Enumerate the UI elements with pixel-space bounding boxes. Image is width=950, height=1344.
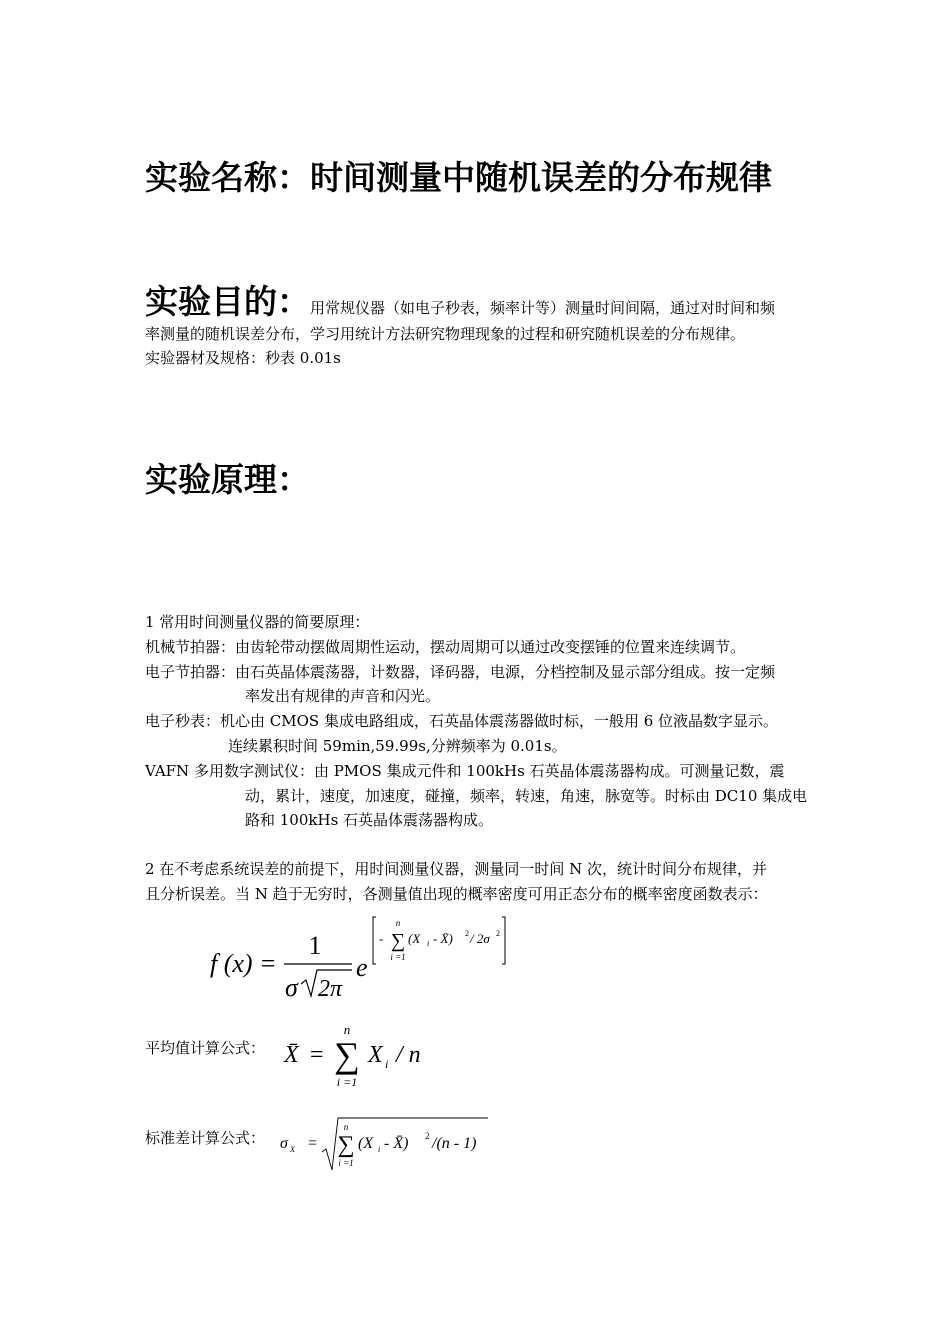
- vafn-text-3: 路和 100kHs 石英晶体震荡器构成。: [245, 811, 494, 829]
- pdf-exp-mid: - X̄): [433, 931, 453, 946]
- equipment-line: 实验器材及规格：秒表 0.01s: [145, 349, 341, 367]
- std-label: 标准差计算公式：: [145, 1129, 266, 1147]
- std-tail: /(n - 1): [432, 1135, 477, 1152]
- pdf-exp-sub: i: [427, 939, 430, 948]
- stopwatch-text-2: 连续累积时间 59min,59.99s,分辨频率为 0.01s。: [228, 737, 567, 755]
- pdf-exp-body: (X: [408, 931, 421, 946]
- pdf-formula: [200, 912, 520, 1004]
- pdf-sigma: σ: [285, 973, 298, 1002]
- purpose-paragraph: [145, 282, 815, 370]
- pdf-numerator: 1: [308, 931, 322, 960]
- std-sum-symbol: ∑: [337, 1132, 355, 1158]
- std-sum-top: n: [343, 1122, 349, 1132]
- pdf-lhs: f (x) =: [210, 949, 277, 978]
- pdf-exp-minus: -: [379, 931, 384, 946]
- vafn-text-1: VAFN 多用数字测试仪：由 PMOS 集成元件和 100kHs 石英晶体震荡器构成。可测量记数，震: [145, 762, 785, 780]
- std-sum-bottom: i =1: [338, 1158, 354, 1168]
- std-sub: i: [378, 1145, 381, 1154]
- std-lhs: σ: [280, 1135, 288, 1152]
- vafn-text-2: 动，累计，速度，加速度，碰撞，频率，转速，角速，脉宽等。时标由 DC10 集成电: [245, 787, 808, 805]
- section2-line2: 且分析误差。当 N 趋于无穷时，各测量值出现的概率密度可用正态分布的概率密度函数表示：: [145, 885, 768, 903]
- mean-tail: / n: [396, 1042, 421, 1068]
- purpose-text-line1: 用常规仪器（如电子秒表，频率计等）测量时间间隔，通过对时间和频: [310, 299, 776, 317]
- mean-eq: =: [310, 1042, 324, 1068]
- mean-sum-bottom: i =1: [336, 1075, 358, 1089]
- std-body: (X: [358, 1135, 374, 1152]
- std-lhs-sub: X: [290, 1145, 295, 1154]
- mean-sum-top: n: [343, 1022, 351, 1037]
- mean-formula: [282, 1020, 442, 1092]
- pdf-sum-top: n: [395, 918, 401, 928]
- mechanical-metronome-text: 机械节拍器：由齿轮带动摆做周期性运动，摆动周期可以通过改变摆锤的位置来连续调节。: [145, 638, 746, 656]
- pdf-exp-left-bracket: [373, 917, 376, 964]
- purpose-text-line2: 率测量的随机误差分布，学习用统计方法研究物理现象的过程和研究随机误差的分布规律。: [145, 325, 746, 343]
- electronic-metronome-text-2: 率发出有规律的声音和闪光。: [245, 687, 441, 705]
- experiment-title: 实验名称：时间测量中随机误差的分布规律: [145, 158, 772, 197]
- pdf-exp-right-bracket: [502, 917, 505, 964]
- mean-label: 平均值计算公式：: [145, 1039, 266, 1057]
- section2-line1: 2 在不考虑系统误差的前提下，用时间测量仪器，测量同一时间 N 次，统计时间分布规律，并: [145, 860, 767, 878]
- pdf-sum-bottom: i =1: [390, 952, 406, 962]
- pdf-base-e: e: [356, 953, 368, 982]
- std-sq: 2: [425, 1131, 430, 1141]
- std-mid: - X̄): [384, 1135, 409, 1152]
- pdf-sum-symbol: ∑: [390, 930, 406, 952]
- pdf-exp-sq: 2: [465, 929, 469, 938]
- pdf-exp-tail: / 2σ: [470, 931, 490, 946]
- principle-heading: 实验原理：: [145, 460, 310, 499]
- stopwatch-text-1: 电子秒表：机心由 CMOS 集成电路组成，石英晶体震荡器做时标，一般用 6 位液晶数字显示。: [145, 712, 779, 730]
- mean-sub: i: [385, 1057, 389, 1071]
- electronic-metronome-text-1: 电子节拍器：由石英晶体震荡器，计数器，译码器，电源，分档控制及显示部分组成。按一定频: [145, 663, 776, 681]
- section1-title: 1 常用时间测量仪器的简要原理：: [145, 613, 370, 631]
- pdf-exp-tail-sq: 2: [496, 929, 500, 938]
- purpose-heading: 实验目的：: [145, 282, 310, 321]
- mean-lhs: X̄: [284, 1042, 299, 1068]
- pdf-sqrt-arg: 2π: [318, 976, 343, 1002]
- mean-body: X: [368, 1042, 383, 1068]
- mean-sum-symbol: ∑: [334, 1035, 360, 1075]
- std-formula: [278, 1112, 498, 1174]
- std-eq: =: [308, 1135, 318, 1152]
